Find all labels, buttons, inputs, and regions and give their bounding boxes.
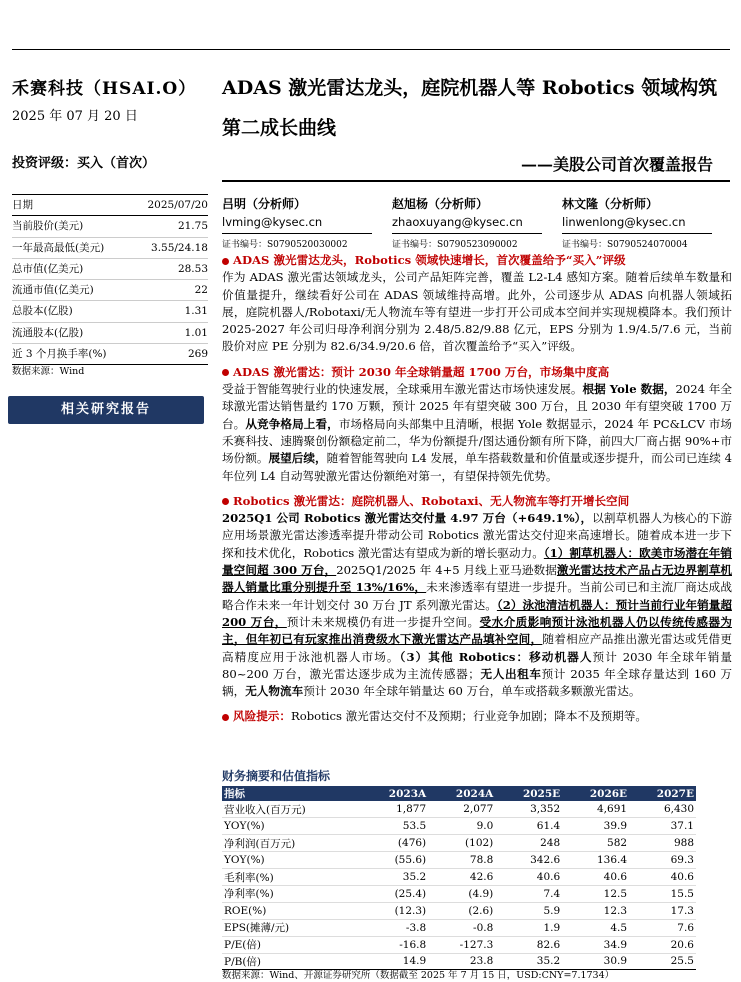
report-subtitle: ——美股公司首次覆盖报告 <box>520 155 713 174</box>
table-cell: 1.9 <box>495 919 562 936</box>
key-data-value: 1.31 <box>184 305 208 318</box>
column-header: 2027E <box>629 786 696 801</box>
table-cell: 17.3 <box>629 902 696 919</box>
table-cell: 4,691 <box>562 801 629 818</box>
table-cell: 136.4 <box>562 852 629 869</box>
key-data-row <box>12 301 208 322</box>
subtitle-rule <box>222 180 730 182</box>
table-cell: 23.8 <box>428 953 495 970</box>
table-cell: -3.8 <box>361 919 428 936</box>
analyst-card <box>222 195 392 250</box>
table-cell: 5.9 <box>495 902 562 919</box>
key-data-value: 269 <box>187 348 208 361</box>
row-label: YOY(%) <box>222 818 361 835</box>
key-data-value: 2025/07/20 <box>147 199 208 211</box>
report-date: 2025 年 07 月 20 日 <box>12 109 138 124</box>
bullet-icon <box>222 498 229 505</box>
column-header: 2023A <box>361 786 428 801</box>
table-cell: 35.2 <box>495 953 562 970</box>
section-heading: ADAS 激光雷达：预计 2030 年全球销量超 1700 万台，市场集中度高 <box>222 364 732 381</box>
analyst-name: 赵旭杨（分析师） <box>392 197 489 211</box>
key-data-label: 当前股价(美元) <box>12 220 84 233</box>
financials-source: 数据来源：Wind、开源证券研究所（数据截至 2025 年 7 月 15 日，USD:CNY=7.1734） <box>222 970 615 981</box>
table-cell: 30.9 <box>562 953 629 970</box>
table-cell: (25.4) <box>361 885 428 902</box>
column-header: 2025E <box>495 786 562 801</box>
section-text: 作为 ADAS 激光雷达领域龙头，公司产品矩阵完善，覆盖 L2-L4 感知方案。随着后续单车数量和价值量提升，继续看好公司在 ADAS 领域维持高增。此外，公司逐步从 ADAS 向机器人领域拓展，庭院机器人/Robotaxi/无人物流车等有望进一步打开公司成本空间并实现规模降本。我们预计 2025-2027 年公司归母净利润分别为 2.48/5.82/9.88 亿元，EPS 分别为 1.9/4.5/7.6 元，当前股价对应 PE 分别为 82.6/34.9/20.6 倍，首次覆盖给予“买入”评级。 <box>222 270 732 354</box>
table-row <box>222 818 696 835</box>
key-data-row <box>12 195 208 216</box>
table-cell: 988 <box>629 835 696 852</box>
table-cell: 15.5 <box>629 885 696 902</box>
key-data-label: 近 3 个月换手率(%) <box>12 348 107 361</box>
table-cell: 78.8 <box>428 852 495 869</box>
row-label: 净利润(百万元) <box>222 835 361 852</box>
risk-heading: 风险提示： <box>222 709 291 723</box>
section-text: 受益于智能驾驶行业的快速发展，全球乘用车激光雷达市场快速发展。根据 Yole 数据，2024 年全球激光雷达销售量约 170 万颗，预计 2025 年有望突破 300 万台，且 2030 年有望突破 1700 万台。从竞争格局上看，市场格局向头部集中且清晰，根据 Yole 数据显示，2024 年 PC&LCV 市场禾赛科技、速腾聚创份额稳定前二，华为份额提升/图达通份额有所下降，前四大厂商占据 90%+市场份额。展望后续，随着智能驾驶向 L4 发展，单车搭载数量和价值量或逐步提升，而公司已连续 4 年位列 L4 自动驾驶激光雷达份额绝对第一，有望保持领先优势。 <box>222 382 732 483</box>
table-cell: 82.6 <box>495 936 562 953</box>
row-label: P/B(倍) <box>222 953 361 970</box>
table-cell: 35.2 <box>361 869 428 886</box>
table-cell: 37.1 <box>629 818 696 835</box>
table-cell: (2.6) <box>428 902 495 919</box>
section-rating <box>222 252 732 356</box>
table-cell: (4.9) <box>428 885 495 902</box>
analyst-email[interactable]: zhaoxuyang@kysec.cn <box>392 215 523 229</box>
key-data-label: 日期 <box>12 199 33 211</box>
table-cell: 53.5 <box>361 818 428 835</box>
table-cell: 1,877 <box>361 801 428 818</box>
section-robotics <box>222 493 732 701</box>
table-cell: 342.6 <box>495 852 562 869</box>
table-cell: 40.6 <box>629 869 696 886</box>
analyst-cert: 证书编号：S0790523090002 <box>392 233 542 250</box>
table-cell: 14.9 <box>361 953 428 970</box>
analyst-cert: 证书编号：S0790520030002 <box>222 233 372 250</box>
table-cell: 12.3 <box>562 902 629 919</box>
column-header: 指标 <box>222 786 361 801</box>
table-cell: (12.3) <box>361 902 428 919</box>
table-cell: 4.5 <box>562 919 629 936</box>
table-header-row <box>222 786 696 801</box>
financials-table <box>222 786 696 970</box>
table-cell: 61.4 <box>495 818 562 835</box>
table-row <box>222 852 696 869</box>
table-row <box>222 919 696 936</box>
section-text: 2025Q1 公司 Robotics 激光雷达交付量 4.97 万台（+649.1%），以割草机器人为核心的下游应用场景激光雷达渗透率提升带动公司 Robotics 激光雷达交付迎来高速增长。随着成本进一步下探和技术优化，Robotics 激光雷达有望成为新的增长驱动力。（1）割草机器人：欧美市场潜在年销量空间超 300 万台，2025Q1/2025 年 4+5 月线上亚马逊数据激光雷达技术产品占无边界割草机器人销量比重分别提升至 13%/16%，未来渗透率有望进一步提升。当前公司已和主流厂商达成战略合作未来一年计划交付 30 万台 JT 系列激光雷达。（2）泳池清洁机器人：预计当前行业年销量超 200 万台，预计未来规模仍有进一步提升空间。受水介质影响预计泳池机器人仍以传统传感器为主，但年初已有玩家推出消费级水下激光雷达产品填补空间，随着相应产品推出激光雷达或凭借更高精度应用于泳池机器人市场。（3）其他 Robotics：移动机器人预计 2030 年全球年销量 80~200 万台，激光雷达逐步成为主流传感器；无人出租车预计 2035 年全球存量达到 160 万辆，无人物流车预计 2030 年全球年销量达 60 万台，单车或搭载多颗激光雷达。 <box>222 511 732 699</box>
key-data-label: 一年最高最低(美元) <box>12 241 105 254</box>
related-reports-button[interactable]: 相关研究报告 <box>8 396 204 424</box>
row-label: ROE(%) <box>222 902 361 919</box>
section-heading: ADAS 激光雷达龙头，Robotics 领域快速增长，首次覆盖给予“买入”评级 <box>222 252 732 269</box>
table-cell: 3,352 <box>495 801 562 818</box>
key-data-row <box>12 216 208 237</box>
risk-note <box>222 708 732 725</box>
key-data-table <box>12 194 208 365</box>
key-data-value: 1.01 <box>184 326 208 339</box>
key-data-row <box>12 238 208 259</box>
table-cell: 69.3 <box>629 852 696 869</box>
risk-text: Robotics 激光雷达交付不及预期；行业竞争加剧；降本不及预期等。 <box>290 709 648 724</box>
table-cell: 582 <box>562 835 629 852</box>
key-data-label: 流通股本(亿股) <box>12 326 84 339</box>
financials-title: 财务摘要和估值指标 <box>222 769 331 783</box>
bullet-icon <box>222 258 229 265</box>
table-row <box>222 869 696 886</box>
analyst-name: 林文隆（分析师） <box>562 197 659 211</box>
table-cell: 2,077 <box>428 801 495 818</box>
table-cell: 42.6 <box>428 869 495 886</box>
table-row <box>222 902 696 919</box>
key-data-row <box>12 280 208 301</box>
analyst-list <box>222 195 732 250</box>
bullet-icon <box>222 369 229 376</box>
key-data-value: 22 <box>194 284 208 297</box>
column-header: 2026E <box>562 786 629 801</box>
analyst-card <box>392 195 562 250</box>
key-data-value: 3.55/24.18 <box>151 241 208 254</box>
table-cell: (102) <box>428 835 495 852</box>
table-cell: 40.6 <box>562 869 629 886</box>
table-cell: -16.8 <box>361 936 428 953</box>
table-cell: 25.5 <box>629 953 696 970</box>
key-data-row <box>12 323 208 344</box>
table-row <box>222 885 696 902</box>
report-body <box>222 252 732 726</box>
row-label: 毛利率(%) <box>222 869 361 886</box>
table-cell: 7.4 <box>495 885 562 902</box>
row-label: YOY(%) <box>222 852 361 869</box>
top-rule <box>12 49 730 50</box>
table-row <box>222 801 696 818</box>
bullet-icon <box>222 714 229 721</box>
table-cell: 7.6 <box>629 919 696 936</box>
key-data-source: 数据来源：Wind <box>12 366 85 377</box>
table-cell: 12.5 <box>562 885 629 902</box>
analyst-name: 吕明（分析师） <box>222 197 307 211</box>
row-label: EPS(摊薄/元) <box>222 919 361 936</box>
row-label: 营业收入(百万元) <box>222 801 361 818</box>
table-cell: (476) <box>361 835 428 852</box>
table-cell: 20.6 <box>629 936 696 953</box>
key-data-value: 21.75 <box>177 220 208 233</box>
analyst-email[interactable]: linwenlong@kysec.cn <box>562 215 686 229</box>
table-row <box>222 835 696 852</box>
table-cell: -0.8 <box>428 919 495 936</box>
table-cell: 6,430 <box>629 801 696 818</box>
section-adas <box>222 364 732 485</box>
key-data-label: 流通市值(亿美元) <box>12 284 94 297</box>
key-data-row <box>12 259 208 280</box>
table-cell: -127.3 <box>428 936 495 953</box>
section-heading: Robotics 激光雷达：庭院机器人、Robotaxi、无人物流车等打开增长空间 <box>222 493 732 510</box>
key-data-label: 总市值(亿美元) <box>12 262 84 275</box>
key-data-label: 总股本(亿股) <box>12 305 73 318</box>
table-cell: 40.6 <box>495 869 562 886</box>
report-title: ADAS 激光雷达龙头，庭院机器人等 Robotics 领域构筑第二成长曲线 <box>222 77 718 139</box>
table-cell: 9.0 <box>428 818 495 835</box>
column-header: 2024A <box>428 786 495 801</box>
table-cell: (55.6) <box>361 852 428 869</box>
investment-rating: 投资评级：买入（首次） <box>12 156 156 171</box>
table-cell: 248 <box>495 835 562 852</box>
analyst-card <box>562 195 732 250</box>
row-label: 净利率(%) <box>222 885 361 902</box>
company-name: 禾赛科技（HSAI.O） <box>12 79 197 99</box>
table-cell: 34.9 <box>562 936 629 953</box>
table-row <box>222 936 696 953</box>
table-cell: 39.9 <box>562 818 629 835</box>
row-label: P/E(倍) <box>222 936 361 953</box>
key-data-value: 28.53 <box>177 262 208 275</box>
analyst-email[interactable]: lvming@kysec.cn <box>222 215 323 229</box>
analyst-cert: 证书编号：S0790524070004 <box>562 233 712 250</box>
